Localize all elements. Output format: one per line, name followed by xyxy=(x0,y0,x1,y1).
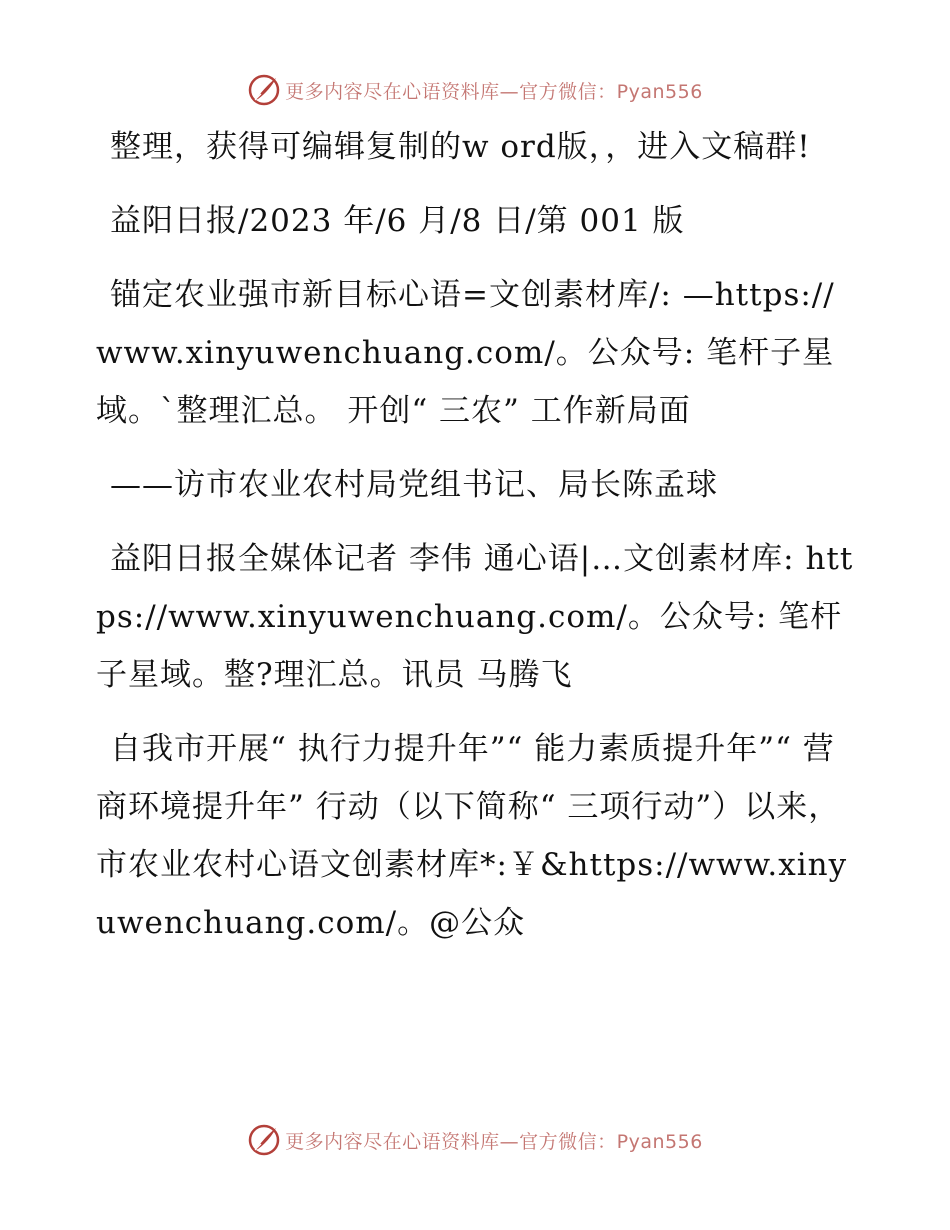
watermark-text: 更多内容尽在心语资料库—官方微信：Pyan556 xyxy=(285,1130,703,1153)
body-paragraph: 自我市开展“ 执行力提升年”“ 能力素质提升年”“ 营商环境提升年” 行动（以下简称“ 三项行动”）以来，市农业农村心语文创素材库*:￥&https://www.xinyuwenchuang.com/。@公众 xyxy=(96,731,848,941)
document-body xyxy=(96,118,856,968)
article-subtitle: ——访市农业农村局党组书记、局长陈孟球 xyxy=(110,467,718,503)
footer-watermark-banner xyxy=(0,1120,950,1160)
byline: 益阳日报全媒体记者 李伟 通心语|…文创素材库: https://www.xinyuwenchuang.com/。公众号: 笔杆子星域。整?理汇总。讯员 马腾飞 xyxy=(96,541,854,693)
feather-pen-logo-icon xyxy=(247,73,281,107)
header-watermark-banner xyxy=(0,70,950,110)
source-line: 益阳日报/2023 年/6 月/8 日/第 001 版 xyxy=(110,203,685,239)
article-title: 锚定农业强市新目标心语=文创素材库/: —https://www.xinyuwenchuang.com/。公众号: 笔杆子星域。`整理汇总。 开创“ 三农” 工作新局面 xyxy=(96,277,835,429)
feather-pen-logo-icon xyxy=(247,1123,281,1157)
watermark-text: 更多内容尽在心语资料库—官方微信：Pyan556 xyxy=(285,80,703,103)
intro-paragraph: 整理，获得可编辑复制的w ord版，，进入文稿群! xyxy=(110,129,811,165)
